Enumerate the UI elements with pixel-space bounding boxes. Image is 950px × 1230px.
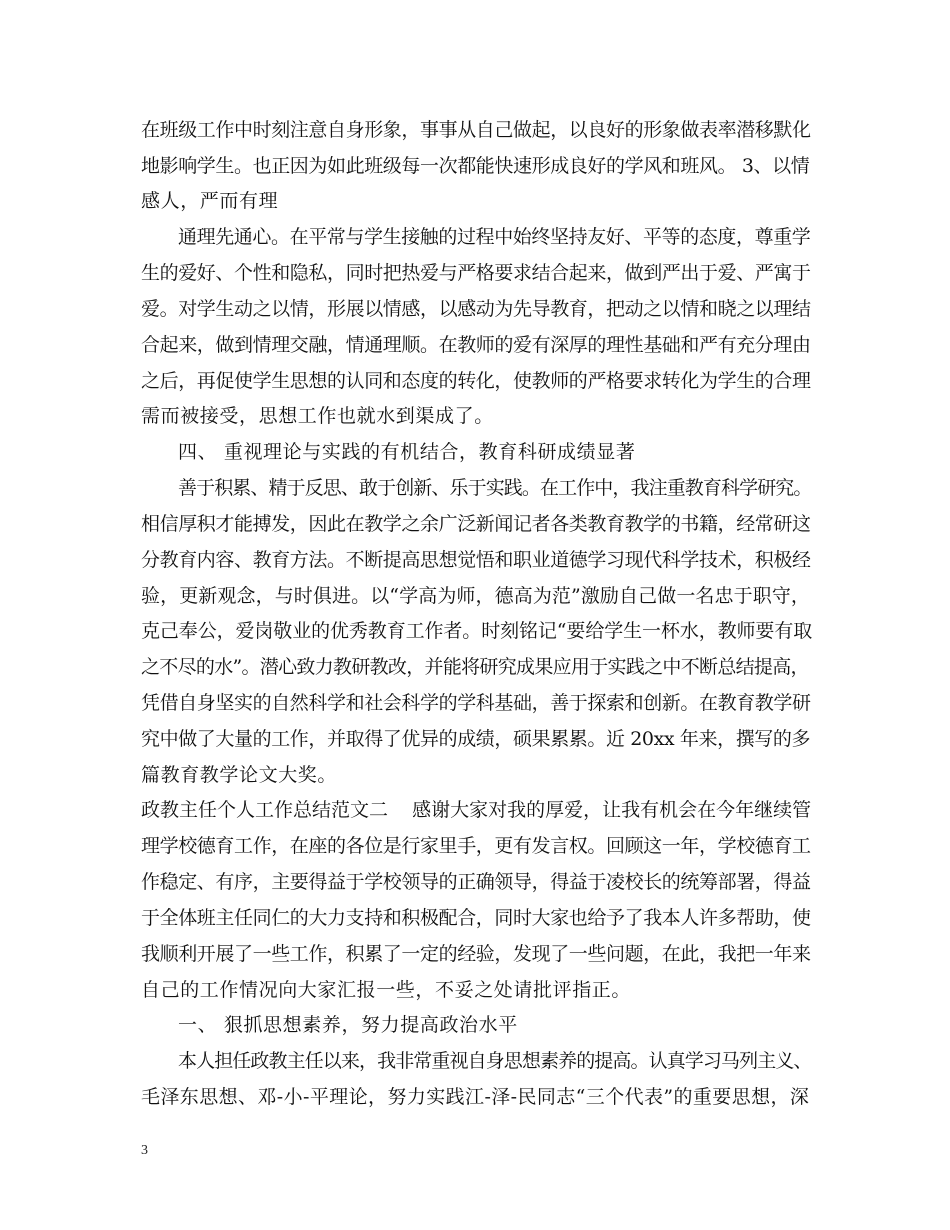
text-line: 合起来，做到情理交融，情通理顺。在教师的爱有深厚的理性基础和严有充分理由 (141, 334, 811, 356)
page-number: 3 (141, 1143, 148, 1158)
text-line: 需而被接受，思想工作也就水到渠成了。 (141, 405, 494, 427)
text-line: 凭借自身坚实的自然科学和社会科学的学科基础，善于探索和创新。在教育教学研 (141, 692, 811, 714)
text-line: 克己奉公，爱岗敬业的优秀教育工作者。时刻铭记“要给学生一杯水，教师要有取 (141, 620, 813, 642)
text-line: 篇教育教学论文大奖。 (141, 764, 338, 786)
text-line: 理学校德育工作，在座的各位是行家里手，更有发言权。回顾这一年，学校德育工 (141, 835, 811, 857)
text-line: 善于积累、精于反思、敢于创新、乐于实践。在工作中，我注重教育科学研究。 (178, 477, 812, 499)
text-line: 之后，再促使学生思想的认同和态度的转化，使教师的严格要求转化为学生的合理 (141, 370, 811, 392)
text-line: 我顺利开展了一些工作，积累了一定的经验，发现了一些问题，在此，我把一年来 (141, 943, 811, 965)
section-heading: 一、 狠抓思想素养，努力提高政治水平 (178, 1014, 518, 1036)
text-line: 通理先通心。在平常与学生接触的过程中始终坚持友好、平等的态度，尊重学 (178, 226, 811, 248)
text-line: 究中做了大量的工作，并取得了优异的成绩，硕果累累。近 20xx 年来，撰写的多 (141, 728, 811, 750)
text-line: 地影响学生。也正因为如此班级每一次都能快速形成良好的学风和班风。 3、以情 (141, 155, 810, 177)
text-line: 生的爱好、个性和隐私，同时把热爱与严格要求结合起来，做到严出于爱、严寓于 (141, 262, 811, 284)
section-heading: 四、 重视理论与实践的有机结合，教育科研成绩显著 (178, 441, 636, 463)
section-title-line: 政教主任个人工作总结范文二 感谢大家对我的厚爱，让我有机会在今年继续管 (141, 799, 812, 821)
text-line: 自己的工作情况向大家汇报一些，不妥之处请批评指正。 (141, 979, 632, 1001)
text-line: 本人担任政教主任以来，我非常重视自身思想素养的提高。认真学习马列主义、 (178, 1050, 812, 1072)
text-line: 相信厚积才能搏发，因此在教学之余广泛新闻记者各类教育教学的书籍，经常研这 (141, 513, 811, 535)
text-line: 分教育内容、教育方法。不断提高思想觉悟和职业道德学习现代科学技术，积极经 (141, 549, 811, 571)
text-line: 于全体班主任同仁的大力支持和积极配合，同时大家也给予了我本人许多帮助，使 (141, 907, 811, 929)
text-line: 感人，严而有理 (141, 190, 279, 212)
text-line: 之不尽的水”。潜心致力教研教改，并能将研究成果应用于实践之中不断总结提高， (141, 656, 809, 678)
text-line: 作稳定、有序，主要得益于学校领导的正确领导，得益于凌校长的统筹部署，得益 (141, 871, 811, 893)
text-line: 在班级工作中时刻注意自身形象，事事从自己做起，以良好的形象做表率潜移默化 (141, 119, 811, 141)
text-line: 毛泽东思想、邓-小-平理论，努力实践江-泽-民同志“三个代表”的重要思想，深 (141, 1086, 810, 1108)
text-line: 验，更新观念，与时俱进。以“学高为师，德高为范”激励自己做一名忠于职守， (141, 585, 811, 607)
text-line: 爱。对学生动之以情，形展以情感，以感动为先导教育，把动之以情和晓之以理结 (141, 298, 811, 320)
